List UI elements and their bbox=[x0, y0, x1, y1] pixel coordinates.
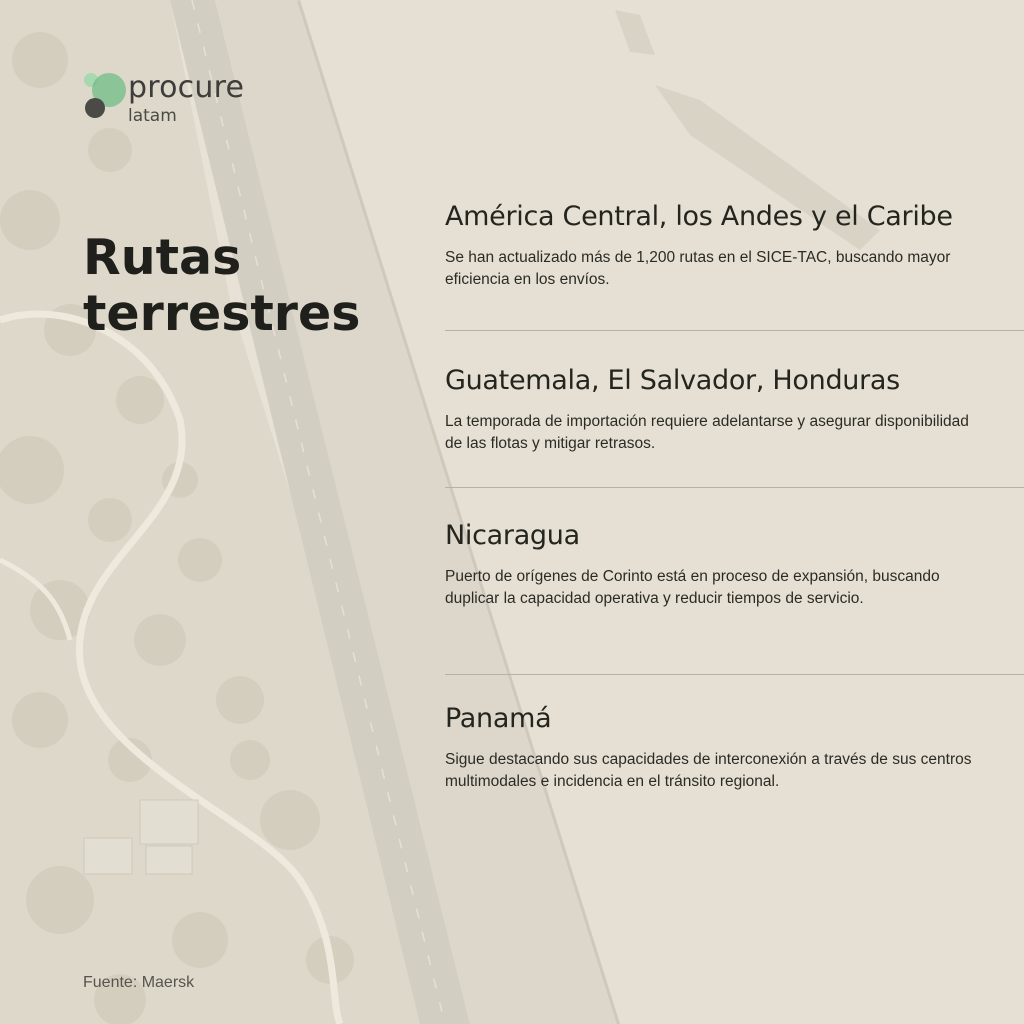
section-nicaragua bbox=[445, 519, 1024, 610]
section-panama bbox=[445, 702, 1024, 793]
section-divider bbox=[445, 674, 1024, 675]
section-central-america bbox=[445, 200, 1024, 291]
section-text: Puerto de orígenes de Corinto está en proceso de expansión, buscando duplicar la capacidad operativa y reducir tiempos de servicio. bbox=[445, 568, 940, 607]
section-guatemala-el-salvador-honduras bbox=[445, 364, 1024, 455]
brand-name: procure bbox=[128, 70, 245, 105]
section-heading: Nicaragua bbox=[445, 520, 580, 551]
source-note: Fuente: Maersk bbox=[83, 974, 195, 991]
section-text: Sigue destacando sus capacidades de interconexión a través de sus centros multimodales e incidencia en el tránsito regional. bbox=[445, 751, 972, 790]
brand-subtitle: latam bbox=[128, 106, 177, 126]
section-divider bbox=[445, 487, 1024, 488]
section-heading: Guatemala, El Salvador, Honduras bbox=[445, 365, 900, 396]
route-sections bbox=[445, 0, 1024, 1024]
page-title: Rutas terrestres bbox=[83, 229, 361, 342]
section-text: Se han actualizado más de 1,200 rutas en el SICE-TAC, buscando mayor eficiencia en los envíos. bbox=[445, 249, 951, 288]
section-heading: Panamá bbox=[445, 703, 552, 734]
brand-logo bbox=[82, 70, 282, 130]
logo-mark-icon bbox=[82, 70, 130, 122]
section-heading: América Central, los Andes y el Caribe bbox=[445, 201, 953, 232]
section-divider bbox=[445, 330, 1024, 331]
section-text: La temporada de importación requiere adelantarse y asegurar disponibilidad de las flotas y mitigar retrasos. bbox=[445, 413, 969, 452]
